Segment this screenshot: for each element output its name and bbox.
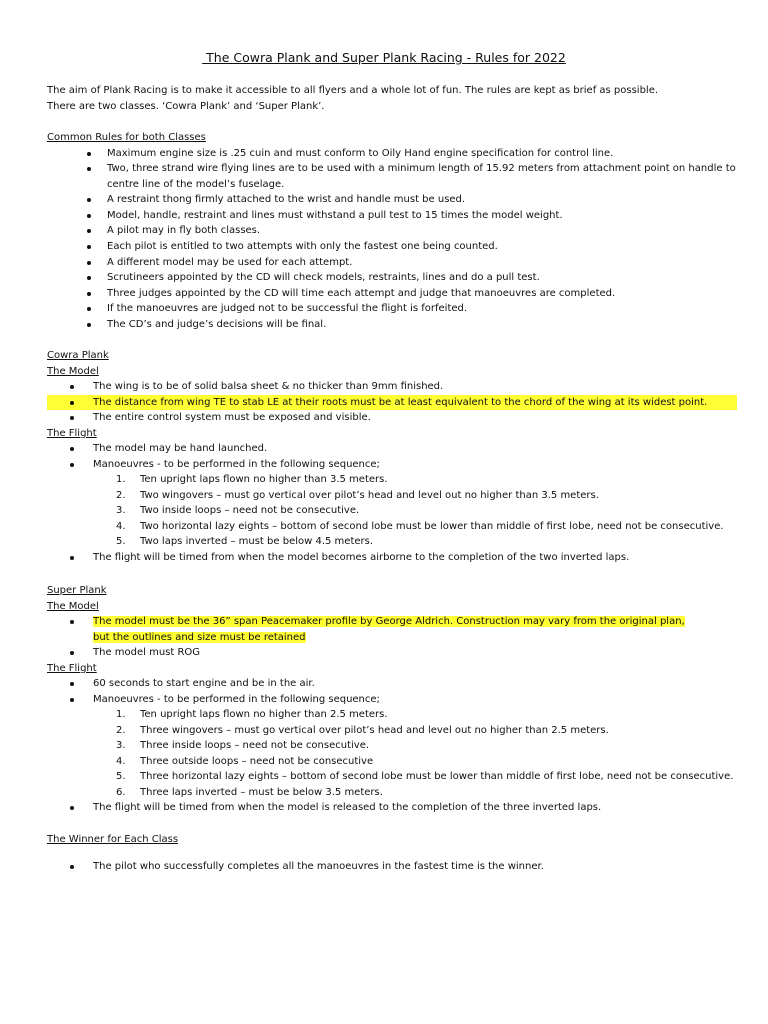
manoeuvre-text: Three inside loops – need not be consecutive.: [140, 740, 370, 752]
super-plank-heading: Super Plank: [47, 585, 107, 596]
list-item: The CD’s and judge’s decisions will be final.: [47, 317, 737, 333]
cowra-flight-heading: The Flight: [47, 427, 97, 439]
numbered-item: 3. Two inside loops – need not be consecutive.: [116, 505, 360, 517]
manoeuvre-text: Three wingovers – must go vertical over pilot’s head and level out no higher than 2.5 meters.: [140, 724, 609, 736]
document-title: The Cowra Plank and Super Plank Racing - Rules for 2022: [202, 50, 566, 65]
manoeuvre-text: Three horizontal lazy eights – bottom of second lobe must be lower than middle of first lobe, need not be consecutive.: [140, 771, 734, 783]
manoeuvre-text: Two laps inverted – must be below 4.5 meters.: [140, 536, 374, 548]
manoeuvre-text: Two wingovers – must go vertical over pilot’s head and level out no higher than 3.5 meters.: [140, 489, 599, 501]
list-item: The model may be hand launched.: [47, 441, 737, 457]
winner-list: [47, 859, 737, 875]
numbered-item: 4. Two horizontal lazy eights – bottom of second lobe must be lower than middle of first lobe, need not be consecutive.: [116, 520, 724, 532]
list-item: Each pilot is entitled to two attempts with only the fastest one being counted.: [47, 239, 737, 255]
winner-heading: The Winner for Each Class: [47, 834, 179, 845]
list-item: The flight will be timed from when the model becomes airborne to the completion of the two inverted laps.: [47, 550, 737, 566]
numbered-item: 2. Two wingovers – must go vertical over pilot’s head and level out no higher than 3.5 meters.: [116, 489, 599, 501]
list-item: If the manoeuvres are judged not to be successful the flight is forfeited.: [47, 301, 737, 317]
cowra-plank-section: [47, 348, 737, 566]
winner-section: [47, 832, 737, 874]
numbered-item: 3. Three inside loops – need not be consecutive.: [116, 740, 370, 752]
numbered-item: 4. Three outside loops – need not be consecutive: [116, 755, 374, 767]
highlighted-text: The model must be the 36” span Peacemaker profile by George Aldrich. Construction may vary from the original plan, but the outlines and size must be retained: [93, 616, 685, 643]
intro-paragraph: [47, 83, 737, 114]
manoeuvres-intro: Manoeuvres - to be performed in the following sequence;: [93, 458, 380, 470]
list-item: The entire control system must be exposed and visible.: [47, 410, 737, 426]
highlighted-list-item: [47, 614, 737, 645]
super-flight-list: [47, 676, 737, 707]
common-rules-list: [47, 146, 737, 333]
intro-line: The aim of Plank Racing is to make it accessible to all flyers and a whole lot of fun. The rules are kept as brief as possible.: [47, 85, 659, 96]
list-item: Model, handle, restraint and lines must withstand a pull test to 15 times the model weight.: [47, 208, 737, 224]
intro-line: There are two classes. ‘Cowra Plank’ and ‘Super Plank’.: [47, 100, 325, 112]
super-model-list: [47, 614, 737, 661]
list-item: The pilot who successfully completes all the manoeuvres in the fastest time is the winner.: [47, 859, 737, 875]
manoeuvre-text: Three laps inverted – must be below 3.5 meters.: [140, 786, 383, 798]
super-manoeuvres-list: [47, 707, 737, 800]
numbered-item: 6. Three laps inverted – must be below 3.5 meters.: [116, 786, 383, 798]
list-item: Maximum engine size is .25 cuin and must conform to Oily Hand engine specification for control line.: [47, 146, 737, 162]
list-item: The model must ROG: [47, 645, 737, 661]
highlighted-list-item: [47, 395, 737, 411]
common-rules-heading: Common Rules for both Classes: [47, 132, 206, 143]
list-item: 60 seconds to start engine and be in the air.: [47, 676, 737, 692]
common-rules-section: [47, 130, 737, 333]
list-item: Three judges appointed by the CD will time each attempt and judge that manoeuvres are completed.: [47, 286, 737, 302]
cowra-model-list: [47, 379, 737, 426]
super-timing-list: [47, 800, 737, 816]
list-item: The flight will be timed from when the model is released to the completion of the three inverted laps.: [47, 800, 737, 816]
list-item: Scrutineers appointed by the CD will check models, restraints, lines and do a pull test.: [47, 270, 737, 286]
list-item: A restraint thong firmly attached to the wrist and handle must be used.: [47, 192, 737, 208]
cowra-timing-list: [47, 550, 737, 566]
cowra-plank-heading: Cowra Plank: [47, 350, 109, 361]
numbered-item: 1. Ten upright laps flown no higher than 2.5 meters.: [116, 709, 388, 721]
super-model-heading: The Model: [47, 600, 99, 612]
highlighted-text: The distance from wing TE to stab LE at their roots must be at least equivalent to the chord of the wing at its widest point.: [93, 396, 708, 408]
numbered-item: 1. Ten upright laps flown no higher than 3.5 meters.: [116, 474, 388, 486]
super-flight-heading: The Flight: [47, 662, 97, 674]
numbered-item: 5. Two laps inverted – must be below 4.5 meters.: [116, 536, 374, 548]
list-item: [47, 457, 737, 473]
manoeuvre-text: Ten upright laps flown no higher than 3.5 meters.: [140, 474, 388, 486]
list-item: A different model may be used for each attempt.: [47, 255, 737, 271]
list-item: A pilot may in fly both classes.: [47, 223, 737, 239]
manoeuvre-text: Two inside loops – need not be consecutive.: [140, 505, 360, 517]
cowra-model-heading: The Model: [47, 365, 99, 377]
super-plank-section: [47, 583, 737, 816]
list-item: Manoeuvres - to be performed in the following sequence;: [47, 692, 737, 708]
cowra-manoeuvres-list: [47, 472, 737, 550]
manoeuvre-text: Three outside loops – need not be consecutive: [140, 755, 374, 767]
numbered-item: 5. Three horizontal lazy eights – bottom of second lobe must be lower than middle of first lobe, need not be consecutive.: [116, 771, 734, 783]
cowra-flight-list: [47, 441, 737, 472]
list-item: The wing is to be of solid balsa sheet & no thicker than 9mm finished.: [47, 379, 737, 395]
list-item: Two, three strand wire flying lines are to be used with a minimum length of 15.92 meters from attachment point on handle to centre line of the model’s fuselage.: [47, 161, 737, 192]
numbered-item: 2. Three wingovers – must go vertical over pilot’s head and level out no higher than 2.5 meters.: [116, 724, 609, 736]
manoeuvre-text: Two horizontal lazy eights – bottom of second lobe must be lower than middle of first lobe, need not be consecutive.: [140, 520, 724, 532]
manoeuvre-text: Ten upright laps flown no higher than 2.5 meters.: [140, 709, 388, 721]
